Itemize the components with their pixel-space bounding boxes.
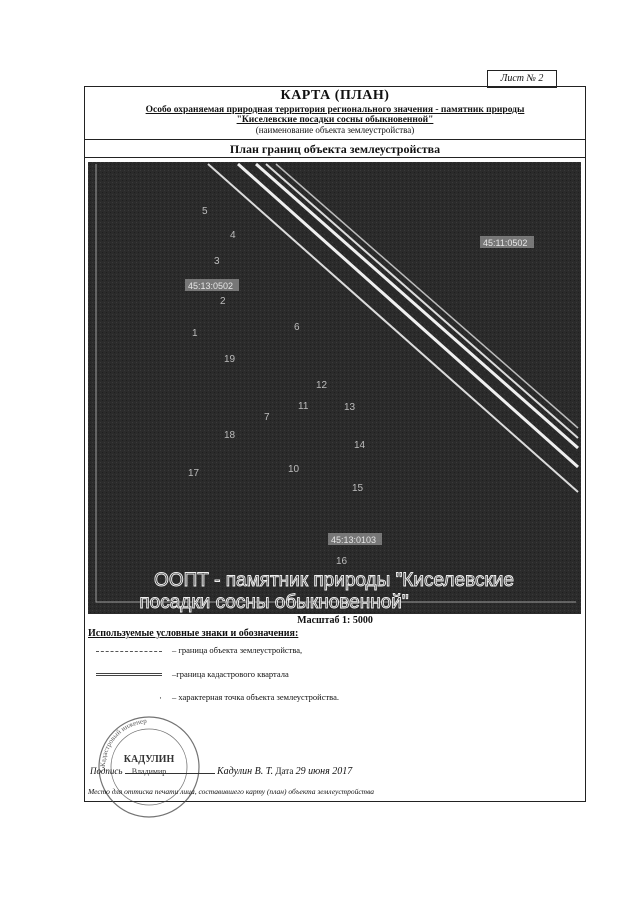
stamp-outer-text: Кадастровый инженер [98,717,148,768]
sheet-number-label: Лист № 2 [487,70,557,88]
point-label: 16 [336,556,348,567]
point-label: 5 [202,206,208,217]
document-header [84,86,586,140]
signature-line [90,766,352,777]
point-label: 19 [224,354,236,365]
point-label: 4 [230,230,236,241]
map-scale: Масштаб 1: 5000 [297,615,373,626]
territory-overlay-line-1: ООПТ - памятник природы "Киселевские [154,570,514,591]
cadastral-label-3 [328,533,382,545]
object-name: "Киселевские посадки сосны обыкновенной" [236,115,434,125]
point-label: 2 [220,296,226,307]
legend-item-cadastral-boundary [96,669,289,679]
legend-item-text: –граница кадастрового квартала [172,669,289,679]
cadastral-label-3-text: 45:13:0103 [331,535,377,545]
date-label: Дата [275,766,294,776]
point-label: 10 [288,464,300,475]
document-title: КАРТА (ПЛАН) [280,88,390,103]
point-label: 17 [188,468,200,479]
territory-overlay-line-2: посадки сосны обыкновенной" [139,592,409,613]
plan-title: План границ объекта землеустройства [84,140,586,158]
legend-item-text: – характерная точка объекта землеустройства. [172,692,339,702]
map-graphic [88,162,581,614]
cadastral-label-1 [480,236,534,248]
object-caption: (наименование объекта землеустройства) [255,125,415,135]
boundary-map [88,162,581,614]
point-label: 1 [192,328,198,339]
cadastral-boundary-symbol [96,673,162,678]
point-label: 18 [224,430,236,441]
legend-item-object-boundary [96,645,302,655]
signature-blank [125,773,215,774]
stamp-name-line-1: КАДУЛИН [123,754,175,765]
point-label: 12 [316,380,328,391]
point-label: 7 [264,412,270,423]
stamp-footnote: Место для оттиска печати лица, составившего карту (план) объекта землеустройства [88,787,375,796]
point-label: 15 [352,483,364,494]
point-label: 11 [298,401,309,412]
legend-title: Используемые условные знаки и обозначения: [88,628,299,639]
point-label: 3 [214,256,220,267]
legend-item-characteristic-point [96,692,339,703]
characteristic-point-symbol: · [159,693,162,704]
signature-name: Кадулин В. Т. [217,766,274,777]
map-background [88,162,581,614]
object-boundary-symbol [96,651,162,652]
cadastral-label-2 [185,279,239,291]
cadastral-label-2-text: 45:13:0502 [188,281,234,291]
territory-subtitle: Особо охраняемая природная территория регионального значения - памятник природы [145,105,525,115]
legend-item-text: – граница объекта землеустройства, [172,645,303,655]
cadastral-label-1-text: 45:11:0502 [483,238,528,248]
stamp-name-line-2: Владимир [131,767,167,776]
signature-label: Подпись [90,766,123,776]
point-label: 14 [354,440,366,451]
signature-date: 29 июня 2017 [295,766,353,777]
point-label: 6 [294,322,300,333]
point-label: 13 [344,402,356,413]
